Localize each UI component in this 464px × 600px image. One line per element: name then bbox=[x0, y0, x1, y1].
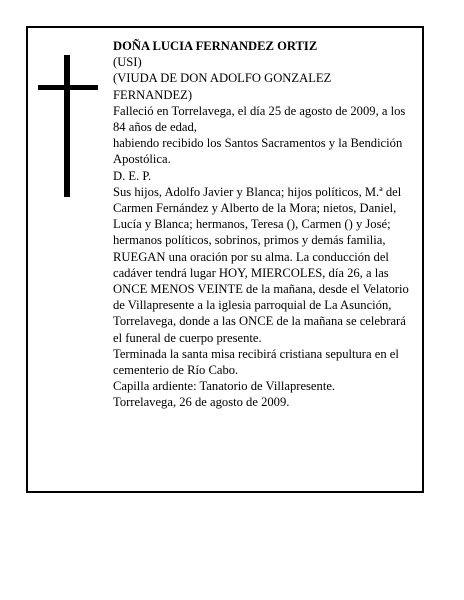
deceased-nickname: (USI) bbox=[113, 55, 142, 70]
deceased-name: DOÑA LUCIA FERNANDEZ ORTIZ bbox=[113, 39, 318, 53]
cross-icon bbox=[38, 55, 98, 197]
cross-horizontal-bar bbox=[38, 85, 98, 90]
place-date: Torrelavega, 26 de agosto de 2009. bbox=[113, 395, 290, 410]
burial-line: Terminada la santa misa recibirá cristiana sepultura en el cementerio de Río Cabo. bbox=[113, 346, 399, 378]
family-paragraph: Sus hijos, Adolfo Javier y Blanca; hijos políticos, M.ª del Carmen Fernández y Alberto de la Mora; nietos, Daniel, Lucía y Blanca; hermanos, Teresa (), Carmen () y José; hermanos políticos, sobrinos, primos y demás familia, bbox=[113, 184, 402, 248]
dep-line: D. E. P. bbox=[113, 168, 152, 183]
funeral-request: RUEGAN una oración por su alma. La conducción del cadáver tendrá lugar HOY, MIERCOLES, día 26, a las ONCE MENOS VEINTE de la mañana, desde el Velatorio de Villapresente a la iglesia parroquial de La Asunción, Torrelavega, donde a las ONCE de la mañana se celebrará el funeral de cuerpo presente. bbox=[113, 249, 409, 345]
sacraments-line: habiendo recibido los Santos Sacramentos y la Bendición Apostólica. bbox=[113, 136, 403, 167]
cross-vertical-bar bbox=[64, 55, 70, 197]
chapel-line: Capilla ardiente: Tanatorio de Villapresente. bbox=[113, 379, 336, 394]
obituary-text bbox=[113, 38, 413, 411]
death-notice: Falleció en Torrelavega, el día 25 de agosto de 2009, a los 84 años de edad, bbox=[113, 103, 406, 135]
widow-line: (VIUDA DE DON ADOLFO GONZALEZ FERNANDEZ) bbox=[113, 71, 332, 102]
